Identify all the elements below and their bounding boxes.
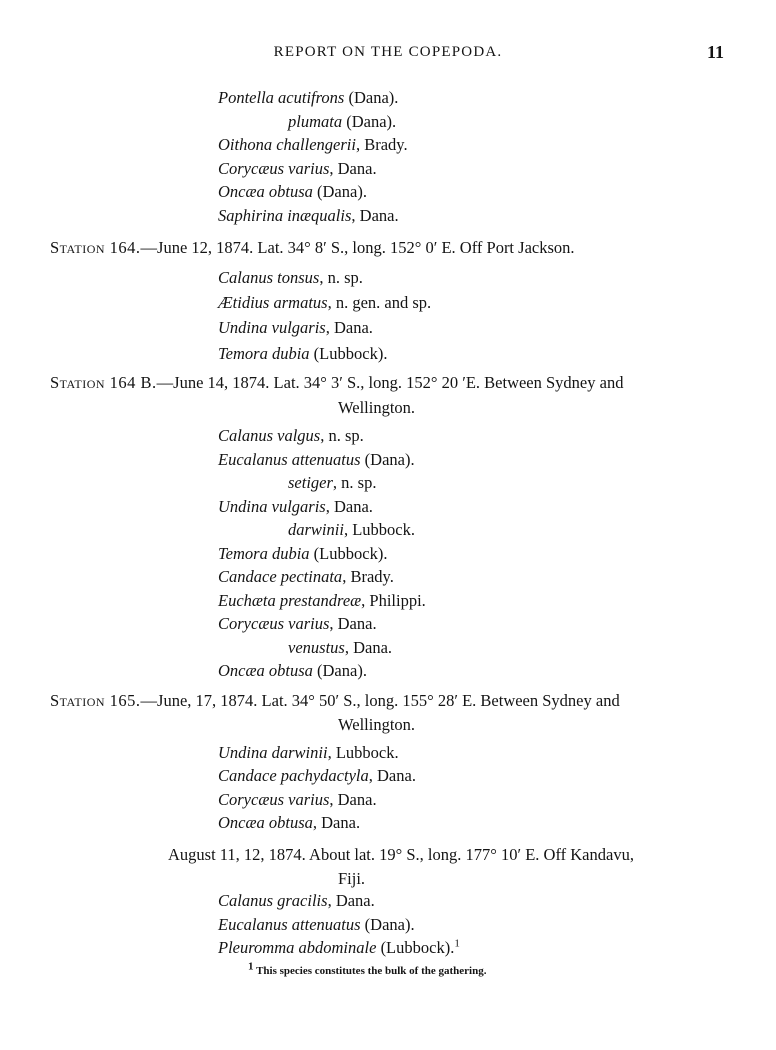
species-author: (Dana). <box>312 661 367 680</box>
genus-name: Eucalanus <box>218 449 288 469</box>
species-author: (Dana). <box>342 111 397 131</box>
species-entry <box>218 449 415 469</box>
species-author: , Lubbock. <box>327 743 399 762</box>
species-name: obtusa <box>268 661 313 680</box>
genus-name: Calanus <box>218 268 274 287</box>
station-continuation: Wellington. <box>338 398 416 417</box>
species-author: , Dana. <box>368 766 416 786</box>
species-entry <box>218 428 364 445</box>
species-entry <box>218 137 408 154</box>
species-name: setiger <box>288 473 333 492</box>
genus-name: Pleuromma <box>218 938 295 957</box>
running-header: REPORT ON THE COPEPODA. <box>273 44 503 60</box>
species-name: acutifrons <box>278 88 345 107</box>
species-author: (Dana). <box>360 449 415 469</box>
station-165-heading <box>50 693 620 710</box>
species-name: attenuatus <box>291 449 361 469</box>
species-name: attenuatus <box>291 914 361 934</box>
genus-name: Corycæus <box>218 614 284 633</box>
station-164-heading <box>50 240 575 257</box>
genus-name: Undina <box>218 496 268 516</box>
species-author: (Dana). <box>360 914 415 934</box>
species-name: darwinii <box>288 520 344 539</box>
species-author: (Lubbock). <box>309 343 388 363</box>
species-entry <box>218 158 377 178</box>
species-entry <box>218 90 398 107</box>
species-entry <box>218 343 388 363</box>
station-details: —June 14, 1874. Lat. 34° 3′ S., long. 152° 20 ′E. Between Sydney and <box>156 373 624 392</box>
genus-name: Temora <box>218 343 268 363</box>
genus-name: Oithona <box>218 135 273 155</box>
august-entry-heading: August 11, 12, 1874. About lat. 19° S., long. 177° 10′ E. Off Kandavu, <box>168 845 634 864</box>
species-entry <box>218 663 367 680</box>
species-author: , Brady. <box>342 567 394 586</box>
species-name: prestandreæ <box>279 590 362 610</box>
species-name: pachydactyla <box>280 766 369 786</box>
species-author: , Dana. <box>344 637 393 657</box>
species-name: obtusa <box>268 182 313 202</box>
genus-name: Undina <box>218 318 268 338</box>
species-entry <box>218 184 367 201</box>
species-name: dubia <box>271 543 310 563</box>
genus-name: Calanus <box>218 426 274 445</box>
species-author: , Philippi. <box>361 590 426 610</box>
species-name: gracilis <box>277 891 328 910</box>
species-entry <box>288 522 415 539</box>
species-author: , Dana. <box>325 318 373 338</box>
species-entry <box>218 543 388 563</box>
species-author: , n. gen. and sp. <box>327 293 432 313</box>
species-entry <box>218 914 415 934</box>
species-author: , Dana. <box>329 614 377 633</box>
species-entry <box>218 745 399 762</box>
station-label: Station 165. <box>50 691 141 710</box>
station-label: Station 164. <box>50 238 141 257</box>
genus-name: Calanus <box>218 891 274 910</box>
species-author: , Dana. <box>327 891 375 910</box>
species-entry <box>218 812 361 832</box>
genus-name: Euchæta <box>218 590 276 610</box>
genus-name: Ætidius <box>218 293 270 313</box>
genus-name: Oncæa <box>218 661 265 680</box>
species-entry <box>218 937 460 957</box>
species-author: , Dana. <box>351 206 399 225</box>
genus-name: Oncæa <box>218 812 265 832</box>
species-author: , n. sp. <box>332 473 377 492</box>
species-name: vulgaris <box>271 496 326 516</box>
species-name: inæqualis <box>287 206 352 225</box>
species-entry <box>218 616 377 633</box>
species-name: abdominale <box>298 938 377 957</box>
species-author: (Lubbock). <box>309 543 388 563</box>
species-name: valgus <box>277 426 321 445</box>
species-entry <box>218 496 373 516</box>
species-entry <box>218 590 426 610</box>
species-author: , n. sp. <box>320 426 364 445</box>
species-name: varius <box>288 614 330 633</box>
species-entry <box>288 111 397 131</box>
genus-name: Candace <box>218 567 277 586</box>
species-entry <box>218 893 375 910</box>
station-continuation: Fiji. <box>338 869 366 888</box>
species-entry <box>288 475 376 492</box>
page-number: 11 <box>706 42 724 62</box>
species-author: , Dana. <box>325 496 373 516</box>
species-name: obtusa <box>268 812 313 832</box>
species-name: pectinata <box>280 567 343 586</box>
genus-name: Candace <box>218 766 277 786</box>
species-author: , Brady. <box>355 135 408 155</box>
footnote-text: This species constitutes the bulk of the gathering. <box>256 965 487 977</box>
species-name: dubia <box>271 343 310 363</box>
species-name: venustus <box>288 637 345 657</box>
species-author: , Dana. <box>329 789 377 809</box>
footnote-mark: 1 <box>248 960 254 973</box>
species-author: (Dana). <box>344 88 399 107</box>
species-name: varius <box>288 158 330 178</box>
species-entry <box>288 637 393 657</box>
species-name: darwinii <box>271 743 328 762</box>
species-author: , Lubbock. <box>343 520 415 539</box>
footnote-reference: 1 <box>454 937 460 950</box>
species-entry <box>218 208 399 225</box>
species-author: , Dana. <box>329 158 377 178</box>
species-name: challengerii <box>276 135 356 155</box>
genus-name: Eucalanus <box>218 914 288 934</box>
species-name: vulgaris <box>271 318 326 338</box>
species-author: (Lubbock). <box>376 938 455 957</box>
species-name: tonsus <box>277 268 320 287</box>
genus-name: Oncæa <box>218 182 265 202</box>
species-author: , n. sp. <box>319 268 363 287</box>
genus-name: Temora <box>218 543 268 563</box>
genus-name: Pontella <box>218 88 274 107</box>
genus-name: Corycæus <box>218 158 284 178</box>
genus-name: Corycæus <box>218 789 284 809</box>
species-entry <box>218 789 377 809</box>
species-author: (Dana). <box>312 182 367 202</box>
genus-name: Undina <box>218 743 268 762</box>
species-entry <box>218 295 431 312</box>
species-author: , Dana. <box>312 812 361 832</box>
species-name: armatus <box>273 293 328 313</box>
station-continuation: Wellington. <box>338 715 416 734</box>
species-entry <box>218 569 394 586</box>
station-details: —June, 17, 1874. Lat. 34° 50′ S., long. 155° 28′ E. Between Sydney and <box>140 691 620 710</box>
species-entry <box>218 768 416 785</box>
station-164b-heading <box>50 375 623 392</box>
species-name: plumata <box>288 111 343 131</box>
species-entry <box>218 270 363 287</box>
species-name: varius <box>288 789 330 809</box>
footnote <box>248 960 487 977</box>
station-label: Station 164 B. <box>50 373 157 392</box>
species-entry <box>218 320 373 337</box>
genus-name: Saphirina <box>218 206 284 225</box>
station-details: —June 12, 1874. Lat. 34° 8′ S., long. 152° 0′ E. Off Port Jackson. <box>140 238 575 257</box>
